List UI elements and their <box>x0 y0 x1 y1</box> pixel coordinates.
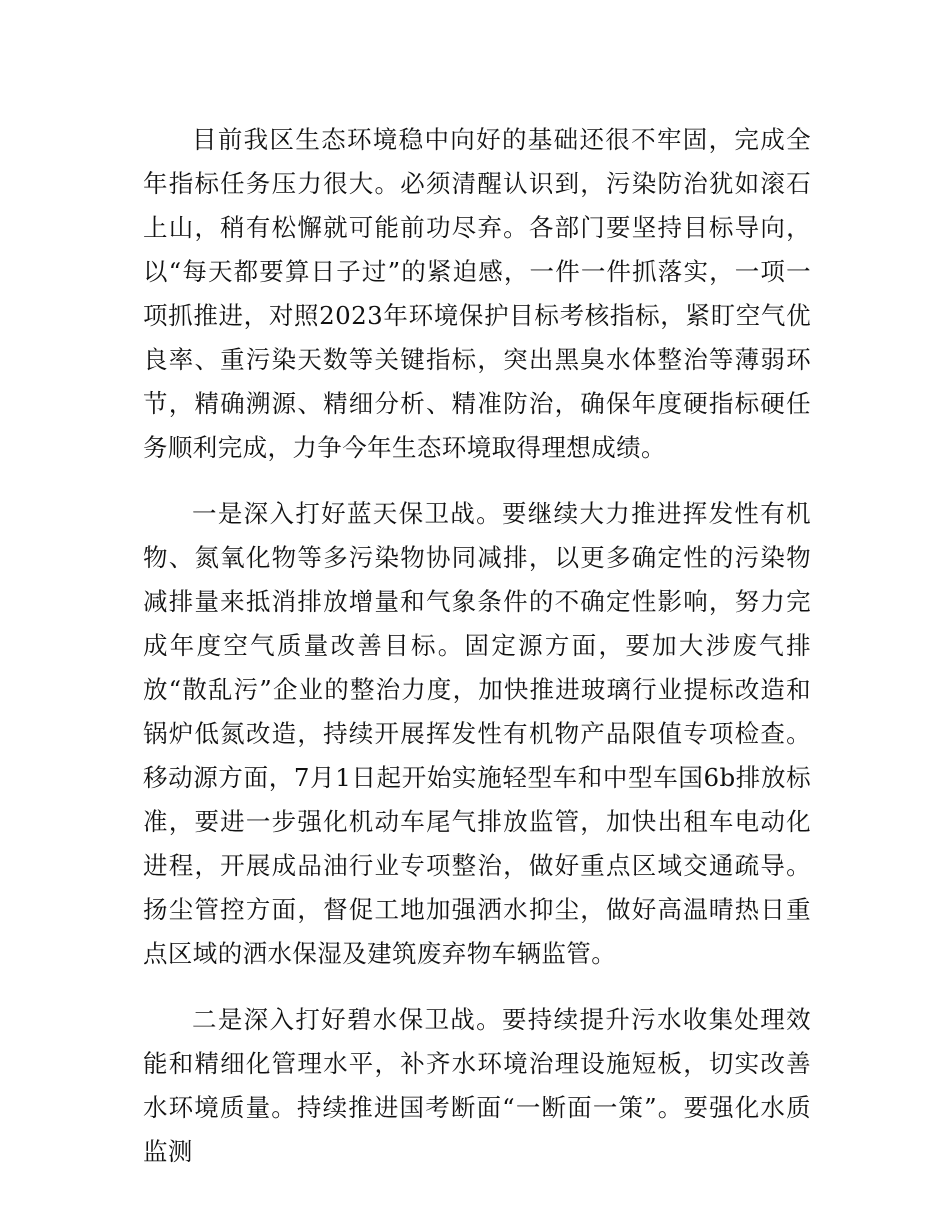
paragraph-clear-water: 二是深入打好碧水保卫战。要持续提升污水收集处理效能和精细化管理水平，补齐水环境治理设施短板，切实改善水环境质量。持续推进国考断面“一断面一策”。要强化水质监测 <box>143 1005 811 1166</box>
document-body <box>143 118 811 1174</box>
paragraph-blue-sky: 一是深入打好蓝天保卫战。要继续大力推进挥发性有机物、氮氧化物等多污染物协同减排，以更多确定性的污染物减排量来抵消排放增量和气象条件的不确定性影响，努力完成年度空气质量改善目标。固定源方面，要加大涉废气排放“散乱污”企业的整治力度，加快推进玻璃行业提标改造和锅炉低氮改造，持续开展挥发性有机物产品限值专项检查。移动源方面，7月1日起开始实施轻型车和中型车国6b排放标准，要进一步强化机动车尾气排放监管，加快出租车电动化进程，开展成品油行业专项整治，做好重点区域交通疏导。扬尘管控方面，督促工地加强洒水抑尘，做好高温晴热日重点区域的洒水保湿及建筑废弃物车辆监管。 <box>143 499 811 968</box>
paragraph-targets: 目前我区生态环境稳中向好的基础还很不牢固，完成全年指标任务压力很大。必须清醒认识到，污染防治犹如滚石上山，稍有松懈就可能前功尽弃。各部门要坚持目标导向，以“每天都要算日子过”的紧迫感，一件一件抓落实，一项一项抓推进，对照2023年环境保护目标考核指标，紧盯空气优良率、重污染天数等关键指标，突出黑臭水体整治等薄弱环节，精确溯源、精细分析、精准防治，确保年度硬指标硬任务顺利完成，力争今年生态环境取得理想成绩。 <box>143 125 811 462</box>
